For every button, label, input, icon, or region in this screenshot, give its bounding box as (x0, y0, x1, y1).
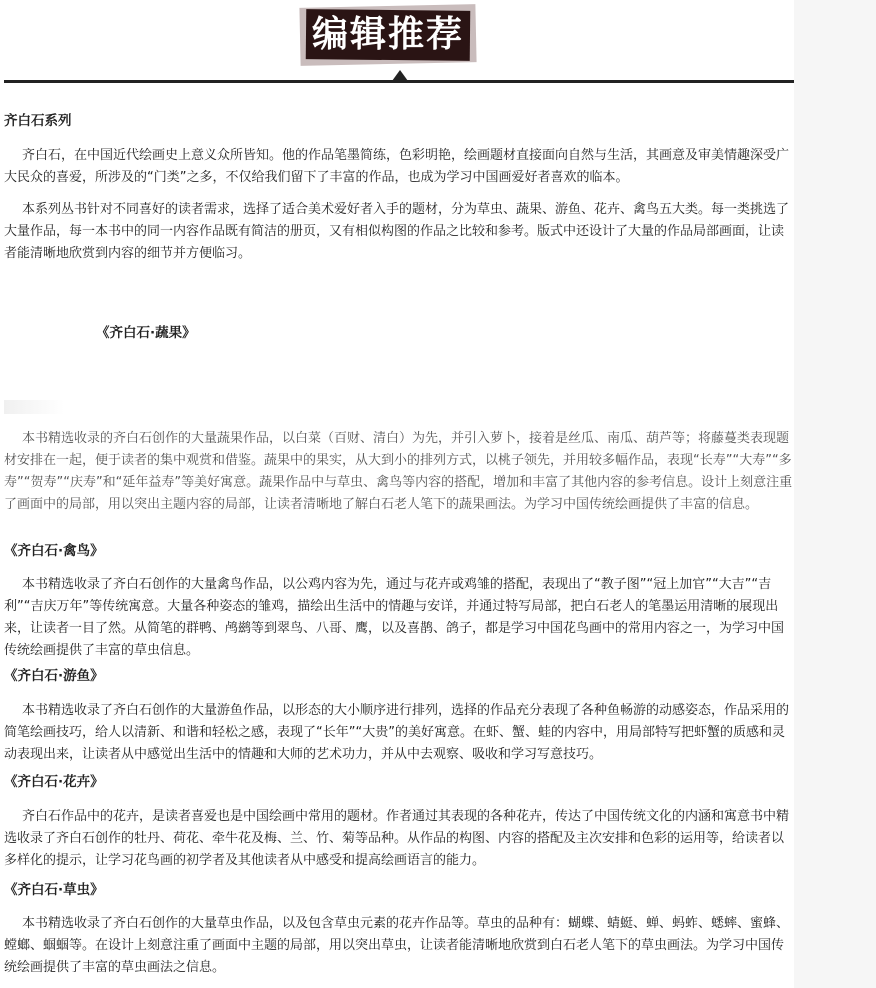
banner-title: 编辑推荐 (311, 14, 464, 55)
book-text-flowers: 齐白石作品中的花卉，是读者喜爱也是中国绘画中常用的题材。作者通过其表现的各种花卉，传达了中国传统文化的内涵和寓意书中精选收录了齐白石创作的牡丹、荷花、牵牛花及梅、兰、竹、菊等品种。从作品的构图、内容的搭配及主次安排和色彩的运用等，给读者以多样化的提示，让学习花鸟画的初学者及其他读者从中感受和提高绘画语言的能力。 (4, 809, 790, 868)
page-gutter (794, 0, 876, 988)
book-title-insects: 《齐白石·草虫》 (4, 882, 104, 898)
book-title-birds: 《齐白石·禽鸟》 (4, 543, 104, 559)
book-title-flowers: 《齐白石·花卉》 (4, 774, 104, 790)
intro-paragraph-1: 齐白石，在中国近代绘画史上意义众所皆知。他的作品笔墨简练，色彩明艳，绘画题材直接面向自然与生活，其画意及审美情趣深受广大民众的喜爱，所涉及的“门类”之多，不仅给我们留下了丰富的作品，也成为学习中国画爱好者喜欢的临本。 (4, 148, 790, 185)
book-title-fish: 《齐白石·游鱼》 (4, 668, 104, 684)
section-banner (300, 6, 476, 64)
book-text-birds: 本书精选收录了齐白石创作的大量禽鸟作品，以公鸡内容为先，通过与花卉或鸡雏的搭配，表现出了“教子图”“冠上加官”“大吉”“吉利”“吉庆万年”等传统寓意。大量各种姿态的雏鸡，描绘出生活中的情趣与安详，并通过特写局部，把白石老人的笔墨运用清晰的展现出来，让读者一目了然。从简笔的群鸭、鸬鹚等到翠鸟、八哥、鹰，以及喜鹊、鸽子，都是学习中国花鸟画中的常用内容之一，为学习中国传统绘画提供了丰富的草虫信息。 (4, 577, 785, 658)
book-text-insects: 本书精选收录了齐白石创作的大量草虫作品，以及包含草虫元素的花卉作品等。草虫的品种有：蝴蝶、蜻蜓、蝉、蚂蚱、蟋蟀、蜜蜂、螳螂、蝈蝈等。在设计上刻意注重了画面中主题的局部，用以突出草虫，让读者能清晰地欣赏到白石老人笔下的草虫画法。为学习中国传统绘画提供了丰富的草虫画法之信息。 (4, 916, 790, 975)
book-title-vegetables: 《齐白石·蔬果》 (96, 325, 196, 341)
faded-image-strip (4, 400, 64, 414)
intro-paragraph-2: 本系列丛书针对不同喜好的读者需求，选择了适合美术爱好者入手的题材，分为草虫、蔬果、游鱼、花卉、禽鸟五大类。每一类挑选了大量作品，每一本书中的同一内容作品既有简洁的册页，又有相似构图的作品之比较和参考。版式中还设计了大量的作品局部画面，让读者能清晰地欣赏到内容的细节并方便临习。 (4, 202, 790, 261)
series-heading: 齐白石系列 (4, 113, 72, 129)
book-text-fish: 本书精选收录了齐白石创作的大量游鱼作品，以形态的大小顺序进行排列，选择的作品充分表现了各种鱼畅游的动感姿态，作品采用的简笔绘画技巧，给人以清新、和谐和轻松之感，表现了“长年”“大贵”的美好寓意。在虾、蟹、蛙的内容中，用局部特写把虾蟹的质感和灵动表现出来，让读者从中感觉出生活中的情趣和大师的艺术功力，并从中去观察、吸收和学习写意技巧。 (4, 703, 790, 762)
rule-pointer-icon (392, 70, 408, 81)
book-text-vegetables: 本书精选收录的齐白石创作的大量蔬果作品，以白菜（百财、清白）为先，并引入萝卜，接着是丝瓜、南瓜、葫芦等；将藤蔓类表现题材安排在一起，便于读者的集中观赏和借鉴。蔬果中的果实，从大到小的排列方式，以桃子领先，并用较多幅作品，表现“长寿”“大寿”“多寿”“贺寿”“庆寿”和“延年益寿”等美好寓意。蔬果作品中与草虫、禽鸟等内容的搭配，增加和丰富了其他内容的参考信息。设计上刻意注重了画面中的局部，用以突出主题内容的局部，让读者清晰地了解白石老人笔下的蔬果画法。为学习中国传统绘画提供了丰富的信息。 (4, 431, 793, 512)
